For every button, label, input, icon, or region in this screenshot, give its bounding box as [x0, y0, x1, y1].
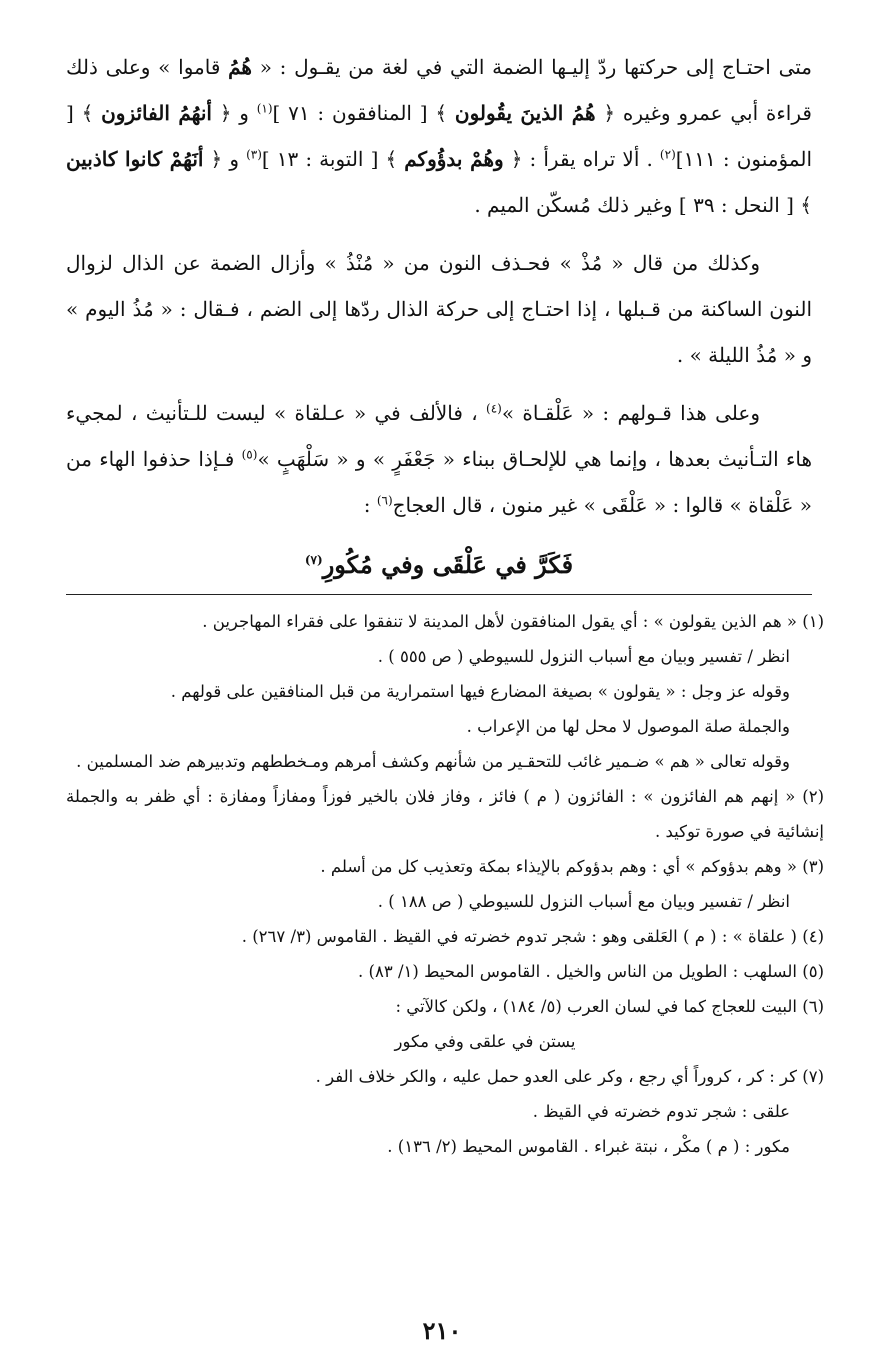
quran-verse: هُمُ الذينَ يقُولون: [454, 101, 596, 125]
footnote-line: [66, 1094, 824, 1129]
footnote-number: (١): [802, 612, 824, 631]
footnote-number: (٧): [802, 1067, 824, 1086]
text-run: فـإذا حذفوا الهاء من « عَلْقاة » قالوا : « عَلْقَى » غير منون ، قال العجاج: [66, 447, 812, 517]
footnotes: [66, 604, 824, 1164]
footnote-text: والجملة صلة الموصول لا محل لها من الإعراب .: [466, 717, 790, 736]
quote-bold: هُمُ: [228, 55, 252, 79]
verse-reference: ﴾ [ المنافقون : ٧١ ]: [272, 101, 455, 125]
paragraph-1: [66, 44, 812, 228]
footnote-text: ( علقاة » : ( م ) العَلقى وهو : شجر تدوم خضرته في القيظ . القاموس (٣/ ٢٦٧) .: [241, 927, 797, 946]
footnote-marker[interactable]: (٣): [246, 147, 262, 162]
footnote-text: يستن في علقى وفي مكور: [394, 1032, 576, 1051]
footnote-2: [66, 779, 824, 849]
poetry-verse: [66, 540, 812, 590]
quran-verse: وهُمْ بدؤُوكم: [404, 147, 504, 171]
footnote-number: (٤): [802, 927, 824, 946]
footnote-line: [66, 744, 824, 779]
footnote-line: [66, 639, 824, 674]
footnote-text: وقوله عز وجل : « يقولون » بصيغة المضارع فيها استمرارية من قبل المنافقين على قولهم .: [170, 682, 790, 701]
footnote-line: [66, 709, 824, 744]
footnote-3: [66, 849, 824, 884]
verse-reference: ﴾ [ المؤمنون : ١١١]: [66, 101, 813, 171]
footnote-marker[interactable]: (٥): [241, 447, 258, 462]
verse-reference: ﴾ [ التوبة : ١٣ ]: [261, 147, 405, 171]
footnote-text: انظر / تفسير وبيان مع أسباب النزول للسيوطي ( ص ١٨٨ ) .: [377, 892, 790, 911]
page-number: ٢١٠: [422, 1316, 462, 1345]
footnote-marker[interactable]: (٦): [376, 493, 393, 508]
text-run: :: [363, 493, 377, 517]
footnote-number: (٦): [802, 997, 824, 1016]
text-run: و ﴿: [203, 147, 247, 171]
footnote-marker[interactable]: (٤): [486, 401, 502, 416]
footnote-text: علقى : شجر تدوم خضرته في القيظ .: [532, 1102, 790, 1121]
text-run: وكذلك من قال « مُذْ » فحـذف النون من « مُنْذُ » وأزال الضمة عن الذال لزوال النون الساكنة من قـبلها ، إذا احتـاج إلى حركة الذال ردّها إلى الضم ، فـقال : « مُذُ اليوم » و « مُذُ الليلة » .: [66, 251, 812, 367]
footnote-text: مكور : ( م ) مكْر ، نبتة غبراء . القاموس المحيط (٢/ ١٣٦) .: [387, 1137, 790, 1156]
footnote-text: « إنهم هم الفائزون » : الفائزون ( م ) فائز ، وفاز فلان بالخير فوزاً ومفازاً ومفازة : أي ظفر به والجملة إنشائية في صورة توكيد .: [66, 787, 824, 841]
text-run: . ألا تراه يقرأ : ﴿: [503, 147, 660, 171]
text-run: متى احتـاج إلى حركتها ردّ إليـها الضمة التي في لغة من يقـول : «: [251, 55, 812, 79]
quran-verse: أنهُمُ الفائزون: [101, 101, 212, 125]
paragraph-2: [66, 240, 812, 378]
footnote-text: وقوله تعالى « هم » ضـمير غائب للتحقـير من شأنهم وكشف أمرهم ومـخططهم وتدبيرهم ضد المسلمين .: [76, 752, 790, 771]
footnote-text: البيت للعجاج كما في لسان العرب (٥/ ١٨٤) ، ولكن كالآتي :: [395, 997, 797, 1016]
footnote-text: « هم الذين يقولون » : أي يقول المنافقون لأهل المدينة لا تنفقوا على فقراء المهاجرين .: [202, 612, 797, 631]
verse-reference: ﴾ [ النحل : ٣٩ ] وغير ذلك مُسكّن الميم .: [474, 193, 812, 217]
text-run: ، فالألف في « عـلقاة » ليست للـتأنيث ، لمجيء هاء التـأنيث بعدها ، وإنما هي للإلحـاق ببناء « جَعْفَرٍ » و « سَلْهَبٍ »: [66, 401, 812, 471]
quran-verse: أنَهُمْ كانوا كاذبين: [66, 147, 204, 171]
footnote-text: كر : كر ، كروراً أي رجع ، وكر على العدو حمل عليه ، والكر خلاف الفر .: [315, 1067, 797, 1086]
footnote-text: « وهم بدؤوكم » أي : وهم بدؤوكم بالإيذاء بمكة وتعذيب كل من أسلم .: [320, 857, 797, 876]
footnote-number: (٥): [802, 962, 824, 981]
footnote-text: انظر / تفسير وبيان مع أسباب النزول للسيوطي ( ص ٥٥٥ ) .: [377, 647, 790, 666]
footnote-line: [66, 674, 824, 709]
footnote-marker[interactable]: (٧): [304, 553, 323, 567]
paragraph-3: [66, 390, 812, 528]
text-run: وعلى هذا قـولهم : « عَلْقـاة »: [501, 401, 760, 425]
text-run: و ﴿: [211, 101, 257, 125]
footnote-number: (٢): [802, 787, 824, 806]
footnote-line: [66, 884, 824, 919]
footnote-line: [66, 1129, 824, 1164]
verse-text: فَكَرَّ في عَلْقَى وفي مُكُورِ: [322, 550, 574, 579]
footnote-separator: [66, 594, 812, 595]
footnote-marker[interactable]: (١): [256, 101, 273, 116]
footnote-6: [66, 989, 824, 1024]
footnote-4: [66, 919, 824, 954]
footnote-number: (٣): [802, 857, 824, 876]
main-text: [66, 44, 812, 590]
footnote-5: [66, 954, 824, 989]
footnote-1: [66, 604, 824, 639]
footnote-verse: [66, 1024, 824, 1059]
text-run: قاموا » وعلى ذلك قراءة أبي عمرو وغيره ﴿: [66, 55, 812, 125]
footnote-text: السلهب : الطويل من الناس والخيل . القاموس المحيط (١/ ٨٣) .: [358, 962, 797, 981]
footnote-marker[interactable]: (٢): [659, 147, 676, 162]
footnote-7: [66, 1059, 824, 1094]
